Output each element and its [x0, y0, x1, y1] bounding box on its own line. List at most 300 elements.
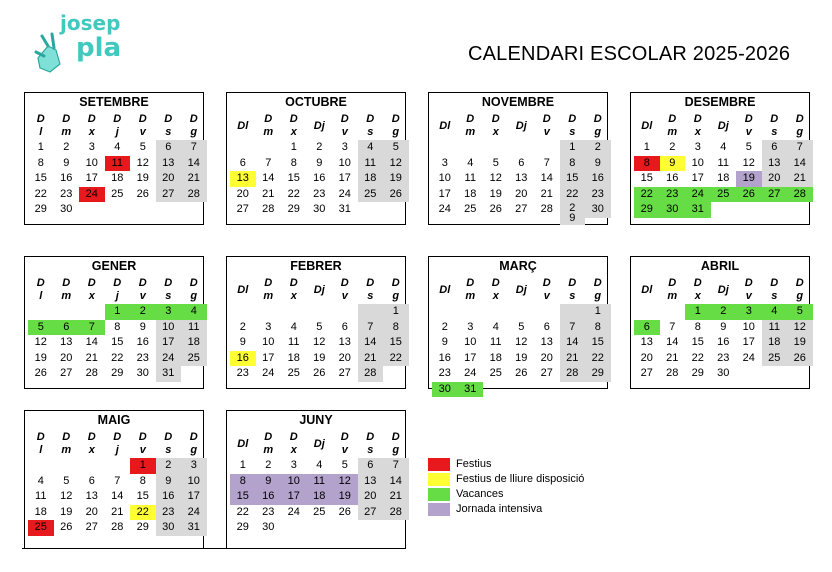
weekday-header: D g [391, 277, 400, 302]
weekday-header: D s [568, 113, 577, 138]
day-cell: 12 [742, 156, 755, 169]
day-cell: 26 [338, 505, 351, 518]
day-cell: 31 [156, 366, 182, 382]
weekday-header: D v [340, 113, 349, 138]
weekday-header: D g [189, 113, 198, 138]
weekday-header: D m [263, 113, 274, 138]
day-cell: 20 [338, 351, 351, 364]
day-cell: 1 [290, 141, 297, 153]
day-cell: 9 [63, 156, 70, 169]
svg-text:pla: pla [76, 33, 122, 63]
day-cell: 21 [666, 351, 679, 364]
day-cell: 25 [28, 520, 54, 536]
legend-label: Festius de lliure disposició [456, 473, 585, 485]
weekday-header: D l [36, 431, 45, 456]
day-cell: 17 [156, 335, 182, 351]
day-cell: 7 [265, 156, 272, 169]
month-calendar [24, 92, 204, 225]
day-cell: 2 [63, 141, 70, 153]
day-cell: 18 [358, 171, 384, 187]
day-cell: 3 [736, 304, 762, 320]
day-cell: 6 [239, 156, 246, 169]
day-cell: 14 [111, 490, 124, 502]
day-cell: 23 [236, 367, 249, 379]
day-cell: 7 [543, 156, 550, 169]
day-cell: 20 [540, 351, 553, 364]
weekday-header: D m [61, 113, 72, 138]
day-cell: 14 [358, 335, 384, 351]
weekday-header: D g [593, 277, 602, 302]
day-cell: 2 [711, 304, 737, 320]
weekday-header: D v [542, 277, 551, 302]
weekday-header: D l [36, 277, 45, 302]
day-cell: 3 [88, 141, 95, 153]
day-cell: 21 [787, 171, 813, 187]
day-cell: 1 [643, 141, 650, 153]
month-calendar [630, 92, 810, 225]
day-cell: 26 [60, 521, 73, 533]
day-cell: 1 [239, 459, 246, 471]
day-cell: 13 [156, 156, 182, 172]
day-cell: 28 [540, 203, 553, 215]
day-cell: 11 [105, 156, 131, 172]
day-cell: 2 [239, 320, 246, 333]
day-cell: 23 [438, 367, 451, 379]
day-cell: 11 [464, 172, 476, 184]
day-cell: 2 9 [560, 202, 586, 225]
day-cell: 14 [540, 172, 553, 184]
month-calendar [226, 256, 406, 389]
day-cell: 12 [787, 320, 813, 336]
weekday-header: D x [693, 277, 702, 302]
day-cell: 10 [181, 474, 207, 490]
weekday-header: D j [113, 431, 122, 456]
day-cell: 2 [441, 320, 448, 333]
day-cell: 25 [313, 505, 326, 518]
day-cell: 20 [515, 187, 528, 200]
day-cell: 29 [236, 521, 249, 533]
weekday-header: D x [87, 277, 96, 302]
day-cell: 19 [736, 171, 762, 187]
day-cell: 12 [60, 490, 73, 502]
day-cell: 30 [717, 367, 730, 379]
day-cell: 15 [691, 336, 704, 348]
day-cell: 27 [358, 505, 384, 521]
day-cell: 5 [492, 156, 499, 169]
day-cell: 2 [669, 141, 676, 153]
day-cell: 25 [464, 203, 477, 215]
day-cell: 16 [230, 351, 256, 367]
weekday-header: Dl [237, 284, 249, 296]
day-cell: 11 [490, 336, 502, 348]
day-cell: 27 [236, 203, 249, 215]
weekday-header: D v [138, 431, 147, 456]
weekday-header: Dl [237, 120, 249, 132]
day-cell: 11 [717, 156, 729, 169]
day-cell [560, 304, 586, 320]
day-cell: 29 [287, 203, 300, 215]
month-name: JUNY [299, 413, 333, 427]
day-cell: 8 [290, 156, 297, 169]
day-cell: 24 [438, 203, 451, 215]
day-cell: 10 [262, 336, 275, 348]
legend-label: Vacances [456, 488, 504, 500]
weekday-header: D m [61, 277, 72, 302]
day-cell: 14 [181, 156, 207, 172]
day-cell: 6 [543, 320, 550, 333]
day-cell: 11 [307, 474, 333, 490]
day-cell: 30 [60, 203, 73, 215]
day-cell: 15 [560, 171, 586, 187]
weekday-header: D v [542, 113, 551, 138]
weekday-header: Dl [641, 284, 653, 296]
day-cell: 30 [262, 521, 275, 533]
day-cell: 18 [181, 335, 207, 351]
day-cell: 8 [139, 474, 146, 487]
day-cell: 25 [489, 367, 502, 379]
day-cell: 2 [316, 141, 323, 153]
day-cell: 15 [585, 335, 611, 351]
day-cell: 28 [560, 366, 586, 382]
weekday-header: Dl [439, 284, 451, 296]
day-cell: 23 [313, 187, 326, 200]
day-cell: 8 [585, 320, 611, 336]
day-cell: 9 [660, 156, 686, 172]
day-cell: 29 [111, 367, 124, 379]
weekday-header: D m [667, 277, 678, 302]
day-cell: 9 [256, 474, 282, 490]
day-cell: 27 [640, 367, 653, 379]
day-cell: 13 [230, 171, 256, 187]
day-cell: 12 [489, 172, 502, 184]
day-cell: 2 [585, 140, 611, 156]
day-cell: 19 [313, 351, 326, 364]
legend-label: Festius [456, 458, 492, 470]
day-cell: 25 [287, 367, 300, 379]
weekday-header: D x [87, 431, 96, 456]
day-cell: 3 [341, 141, 348, 153]
day-cell: 28 [358, 366, 384, 382]
day-cell: 21 [111, 505, 124, 518]
month-name: FEBRER [290, 259, 342, 273]
day-cell: 24 [262, 367, 275, 379]
day-cell: 17 [464, 351, 477, 364]
day-cell: 26 [136, 187, 149, 200]
day-cell: 6 [634, 320, 660, 336]
hand-icon [38, 46, 60, 72]
day-cell: 17 [691, 172, 704, 184]
day-cell: 27 [156, 187, 182, 203]
day-cell: 13 [358, 474, 384, 490]
day-cell: 21 [181, 171, 207, 187]
day-cell: 11 [181, 320, 207, 336]
day-cell: 16 [717, 336, 730, 348]
page-title: CALENDARI ESCOLAR 2025-2026 [468, 43, 791, 65]
day-cell: 29 [634, 202, 660, 218]
day-cell: 28 [111, 521, 124, 533]
day-cell: 6 [762, 140, 788, 156]
day-cell: 11 [35, 490, 47, 502]
day-cell: 28 [85, 367, 98, 379]
day-cell: 15 [287, 172, 300, 184]
weekday-header: Dl [641, 120, 653, 132]
month-name: GENER [91, 259, 137, 273]
day-cell: 2 [265, 459, 272, 471]
legend-swatch [428, 503, 450, 516]
day-cell: 5 [341, 459, 348, 471]
weekday-header: D m [465, 113, 476, 138]
weekday-header: D m [667, 113, 678, 138]
day-cell: 25 [181, 351, 207, 367]
day-cell: 25 [762, 351, 788, 367]
day-cell: 6 [156, 140, 182, 156]
weekday-header: Dl [439, 120, 451, 132]
day-cell: 7 [787, 140, 813, 156]
day-cell: 31 [685, 202, 711, 218]
month-name: OCTUBRE [285, 95, 347, 109]
day-cell: 17 [742, 336, 755, 348]
day-cell: 18 [34, 505, 47, 518]
day-cell: 22 [236, 505, 249, 518]
day-cell: 27 [60, 367, 73, 379]
day-cell: 6 [88, 474, 95, 487]
day-cell: 22 [383, 351, 409, 367]
day-cell: 22 [585, 351, 611, 367]
day-cell: 24 [685, 187, 711, 203]
day-cell: 4 [358, 140, 384, 156]
day-cell: 24 [156, 351, 182, 367]
day-cell: 21 [560, 351, 586, 367]
month-calendar [24, 410, 204, 549]
day-cell: 4 [114, 141, 121, 153]
day-cell: 3 [181, 458, 207, 474]
day-cell: 18 [464, 187, 477, 200]
day-cell: 10 [691, 156, 704, 169]
day-cell: 26 [515, 367, 528, 379]
day-cell: 11 [762, 320, 788, 336]
day-cell: 26 [34, 367, 47, 379]
day-cell: 6 [54, 320, 80, 336]
day-cell: 9 [585, 156, 611, 172]
day-cell: 21 [383, 489, 409, 505]
day-cell: 7 [560, 320, 586, 336]
day-cell: 14 [383, 474, 409, 490]
day-cell: 13 [515, 172, 528, 184]
weekday-header: D s [164, 277, 173, 302]
day-cell: 24 [181, 505, 207, 521]
month-name: ABRIL [700, 259, 740, 273]
day-cell: 1 [37, 141, 44, 153]
day-cell: 6 [518, 156, 525, 169]
day-cell: 22 [111, 351, 124, 364]
month-calendar [630, 256, 810, 389]
day-cell: 18 [111, 172, 124, 184]
day-cell: 28 [787, 187, 813, 203]
day-cell: 22 [691, 351, 704, 364]
day-cell: 22 [130, 505, 156, 521]
day-cell: 19 [787, 335, 813, 351]
month-calendar [428, 92, 608, 225]
weekday-header: D g [189, 277, 198, 302]
day-cell: 5 [28, 320, 54, 336]
day-cell: 6 [358, 458, 384, 474]
day-cell: 29 [34, 203, 47, 215]
legend-swatch [428, 488, 450, 501]
day-cell: 19 [332, 489, 358, 505]
weekday-header: D m [263, 277, 274, 302]
day-cell: 2 [156, 458, 182, 474]
day-cell: 14 [262, 172, 275, 184]
day-cell: 20 [358, 489, 384, 505]
day-cell: 3 [467, 320, 474, 333]
weekday-header: Dl [237, 438, 249, 450]
day-cell: 25 [358, 187, 384, 203]
weekday-header: Dj [515, 284, 527, 296]
day-cell: 5 [745, 141, 752, 153]
day-cell: 3 [290, 459, 297, 471]
day-cell: 29 [691, 367, 704, 379]
day-cell: 11 [288, 336, 300, 348]
day-cell: 18 [717, 172, 730, 184]
day-cell: 4 [316, 459, 323, 471]
day-cell: 30 [313, 203, 326, 215]
school-logo [32, 6, 132, 78]
day-cell: 7 [669, 320, 676, 333]
day-cell: 1 [383, 304, 409, 320]
day-cell: 16 [256, 489, 282, 505]
day-cell: 24 [287, 505, 300, 518]
day-cell: 5 [139, 141, 146, 153]
day-cell: 24 [464, 367, 477, 379]
day-cell: 3 [156, 304, 182, 320]
day-cell: 26 [383, 187, 409, 203]
weekday-header: Dj [313, 284, 325, 296]
day-cell: 28 [181, 187, 207, 203]
day-cell: 9 [316, 156, 323, 169]
day-cell: 28 [383, 505, 409, 521]
divider [22, 548, 406, 549]
day-cell: 3 [441, 156, 448, 169]
day-cell: 12 [383, 156, 409, 172]
day-cell: 21 [540, 187, 553, 200]
day-cell: 24 [79, 187, 105, 203]
weekday-header: D g [391, 431, 400, 456]
day-cell: 13 [85, 490, 98, 502]
day-cell: 15 [34, 172, 47, 184]
day-cell: 31 [458, 382, 484, 398]
day-cell: 29 [136, 521, 149, 533]
day-cell: 10 [85, 156, 98, 169]
day-cell: 18 [287, 351, 300, 364]
month-calendar [428, 256, 608, 395]
day-cell: 26 [489, 203, 502, 215]
legend-swatch [428, 458, 450, 471]
day-cell: 22 [634, 187, 660, 203]
day-cell: 4 [181, 304, 207, 320]
day-cell: 4 [720, 141, 727, 153]
month-name: DESEMBRE [684, 95, 756, 109]
weekday-header: D s [164, 113, 173, 138]
day-cell: 16 [585, 171, 611, 187]
day-cell: 1 [130, 458, 156, 474]
day-cell: 23 [156, 505, 182, 521]
day-cell: 5 [63, 474, 70, 487]
day-cell: 17 [181, 489, 207, 505]
day-cell: 26 [736, 187, 762, 203]
day-cell: 12 [34, 336, 47, 348]
weekday-header: D m [465, 277, 476, 302]
day-cell: 4 [37, 474, 44, 487]
day-cell: 10 [438, 172, 451, 184]
day-cell: 30 [432, 382, 458, 398]
day-cell: 16 [136, 336, 149, 348]
svg-text:josep: josep [60, 11, 121, 35]
day-cell: 19 [383, 171, 409, 187]
month-name: NOVEMBRE [481, 95, 555, 109]
day-cell: 16 [156, 489, 182, 505]
day-cell: 17 [438, 187, 451, 200]
day-cell: 8 [560, 156, 586, 172]
day-cell: 23 [60, 187, 73, 200]
day-cell: 23 [717, 351, 730, 364]
day-cell: 26 [787, 351, 813, 367]
legend-label: Jornada intensiva [456, 503, 543, 515]
weekday-header: D m [61, 431, 72, 456]
day-cell: 8 [634, 156, 660, 172]
day-cell: 19 [489, 187, 502, 200]
day-cell: 30 [660, 202, 686, 218]
month-name: MARÇ [499, 259, 537, 273]
day-cell: 8 [37, 156, 44, 169]
day-cell: 24 [338, 187, 351, 200]
day-cell: 1 [105, 304, 131, 320]
weekday-header: D v [744, 277, 753, 302]
day-cell: 5 [383, 140, 409, 156]
day-cell: 27 [85, 521, 98, 533]
weekday-header: Dj [313, 120, 325, 132]
day-cell: 9 [239, 336, 246, 348]
day-cell: 30 [156, 520, 182, 536]
day-cell: 19 [34, 351, 47, 364]
day-cell: 16 [313, 172, 326, 184]
weekday-header: D j [113, 113, 122, 138]
day-cell: 12 [515, 336, 528, 348]
weekday-header: D x [289, 277, 298, 302]
day-cell: 1 [685, 304, 711, 320]
weekday-header: D j [113, 277, 122, 302]
day-cell: 20 [85, 505, 98, 518]
day-cell: 7 [181, 140, 207, 156]
month-name: MAIG [97, 413, 131, 427]
day-cell: 22 [34, 187, 47, 200]
day-cell: 15 [230, 489, 256, 505]
weekday-header: D x [289, 113, 298, 138]
day-cell: 25 [711, 187, 737, 203]
day-cell: 16 [666, 172, 679, 184]
day-cell: 8 [230, 474, 256, 490]
weekday-header: D m [263, 431, 274, 456]
weekday-header: D x [693, 113, 702, 138]
day-cell: 1 [560, 140, 586, 156]
day-cell: 3 [265, 320, 272, 333]
weekday-header: D s [366, 113, 375, 138]
day-cell: 2 [130, 304, 156, 320]
month-calendar [24, 256, 204, 389]
day-cell: 13 [540, 336, 553, 348]
weekday-header: D g [391, 113, 400, 138]
day-cell: 20 [60, 351, 73, 364]
day-cell: 12 [332, 474, 358, 490]
